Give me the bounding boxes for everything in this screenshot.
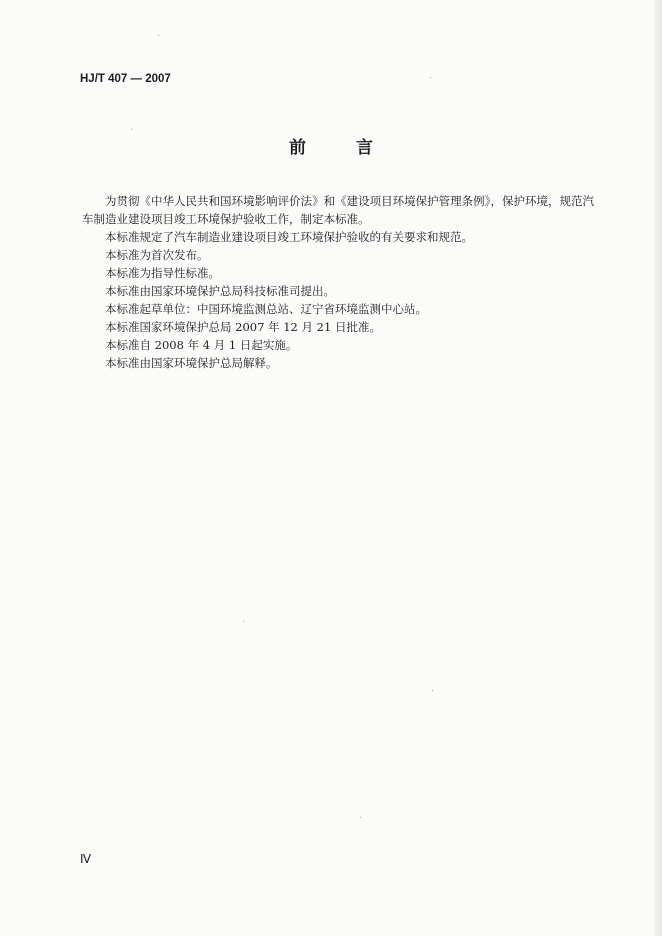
paragraph-first-release: 本标准为首次发布。 (105, 248, 209, 262)
paragraph-drafting-units: 本标准起草单位：中国环境监测总站、辽宁省环境监测中心站。 (105, 302, 427, 316)
paragraph-proposer: 本标准由国家环境保护总局科技标准司提出。 (105, 284, 335, 298)
scan-speck (131, 129, 132, 130)
paragraph-interpretation: 本标准由国家环境保护总局解释。 (105, 356, 278, 370)
standard-code: HJ/T 407 — 2007 (80, 73, 171, 85)
paragraph-effective-date: 本标准自 2008 年 4 月 1 日起实施。 (105, 338, 298, 352)
paragraph-approval-date: 本标准国家环境保护总局 2007 年 12 月 21 日批准。 (105, 320, 381, 334)
foreword-body (82, 192, 594, 372)
scan-speck (430, 77, 431, 78)
page-number: Ⅳ (80, 852, 92, 866)
paragraph-guidance-nature: 本标准为指导性标准。 (105, 266, 220, 280)
scan-speck (360, 817, 361, 818)
page-title: 前 言 (289, 138, 395, 158)
scan-speck (243, 621, 244, 622)
scan-speck (432, 690, 433, 691)
scan-speck (158, 35, 159, 36)
paragraph-scope: 本标准规定了汽车制造业建设项目竣工环境保护验收的有关要求和规范。 (105, 230, 473, 244)
paragraph-purpose: 为贯彻《中华人民共和国环境影响评价法》和《建设项目环境保护管理条例》，保护环境，规范汽车制造业建设项目竣工环境保护验收工作，制定本标准。 (82, 194, 594, 226)
